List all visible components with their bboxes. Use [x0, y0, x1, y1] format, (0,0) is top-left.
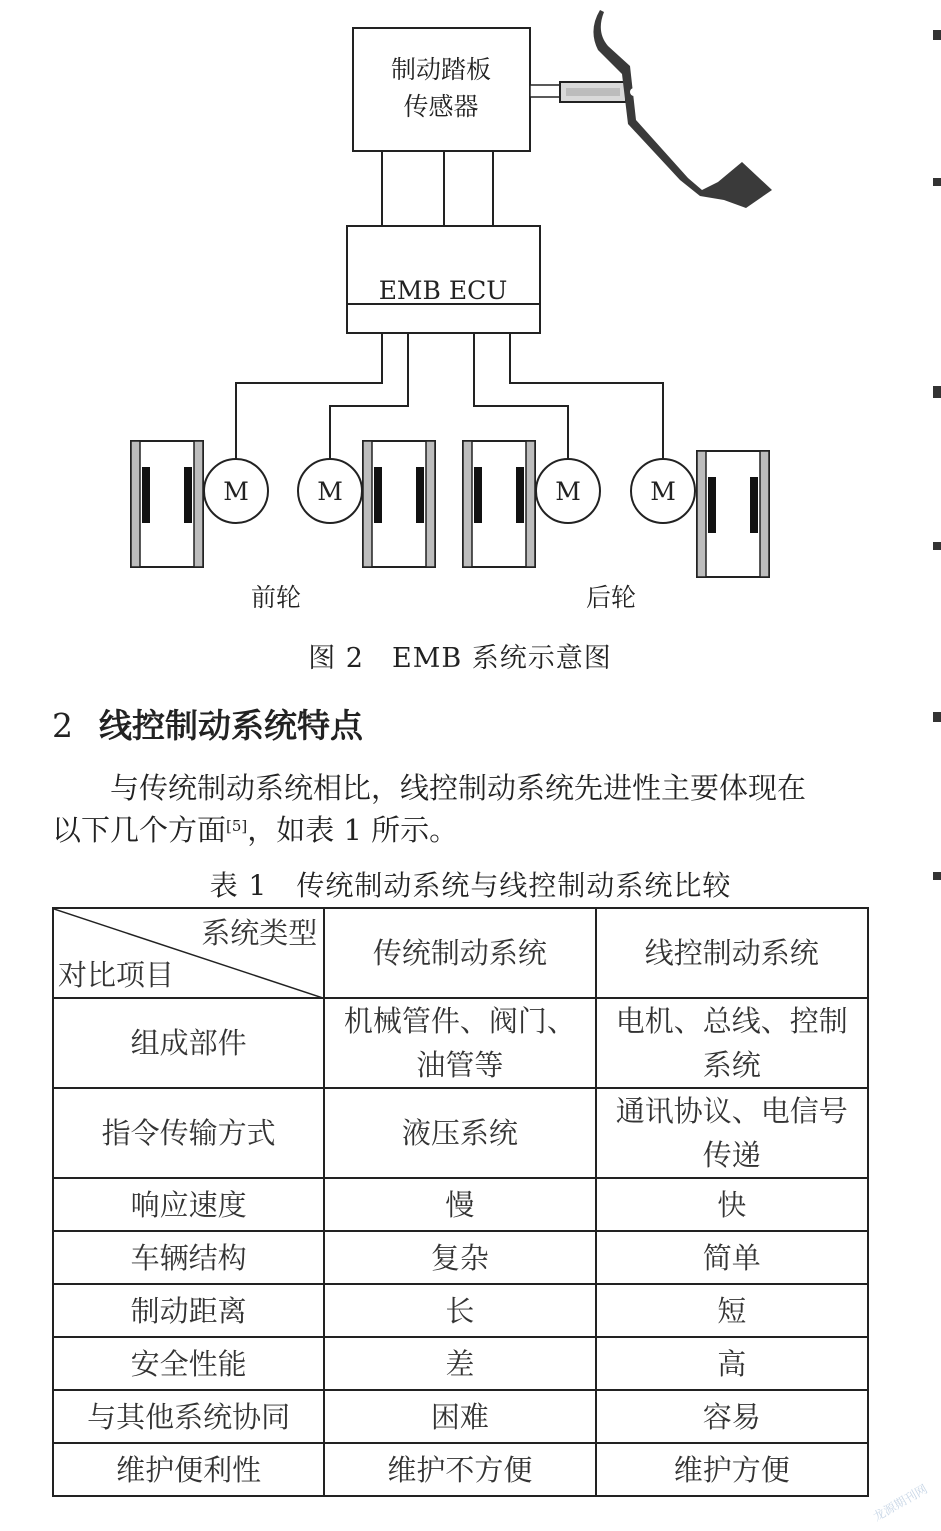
row-traditional: 差 [324, 1337, 595, 1390]
clipped-text-fragment [933, 386, 941, 398]
row-item: 组成部件 [53, 998, 324, 1088]
motor-label: M [223, 477, 249, 506]
table-row [53, 1088, 868, 1178]
table-row [53, 998, 868, 1088]
motor-label: M [555, 477, 581, 506]
comparison-table [52, 907, 869, 1497]
table-caption: 表 1 传统制动系统与线控制动系统比较 [209, 869, 732, 902]
table-row [53, 1337, 868, 1390]
section-title: 线控制动系统特点 [99, 706, 363, 745]
row-traditional: 困难 [324, 1390, 595, 1443]
header-diagonal-cell [53, 908, 324, 998]
clipped-text-fragment [933, 712, 941, 722]
row-item: 与其他系统协同 [53, 1390, 324, 1443]
table-row [53, 1178, 868, 1231]
row-by-wire: 简单 [596, 1231, 868, 1284]
figure-caption: 图 2 EMB 系统示意图 [308, 643, 612, 674]
table-row [53, 1443, 868, 1496]
paragraph-line [52, 809, 872, 851]
table-header-row [53, 908, 868, 998]
citation-ref[interactable]: [5] [226, 817, 248, 835]
section-heading [52, 700, 363, 747]
emb-system-diagram [0, 0, 941, 690]
brake-caliper-rear-right [697, 451, 769, 577]
brake-caliper-rear-left [463, 441, 535, 567]
row-item: 指令传输方式 [53, 1088, 324, 1178]
header-system-type: 系统类型 [201, 916, 318, 950]
row-item: 安全性能 [53, 1337, 324, 1390]
pedal-sensor-label: 制动踏板 [390, 55, 492, 84]
watermark: 龙源期刊网 [870, 1481, 930, 1524]
clipped-text-fragment [933, 30, 941, 40]
row-traditional: 复杂 [324, 1231, 595, 1284]
row-by-wire: 短 [596, 1284, 868, 1337]
header-traditional: 传统制动系统 [324, 908, 595, 998]
row-by-wire: 高 [596, 1337, 868, 1390]
clipped-text-fragment [933, 872, 941, 880]
clipped-text-fragment [933, 178, 941, 186]
brake-pedal-graphic [530, 10, 772, 208]
row-by-wire: 电机、总线、控制系统 [596, 998, 868, 1088]
clipped-text-fragment [933, 542, 941, 550]
header-compare-item: 对比项目 [58, 958, 175, 992]
row-traditional: 机械管件、阀门、油管等 [324, 998, 595, 1088]
paragraph-text: 以下几个方面 [52, 813, 227, 847]
table-row [53, 1390, 868, 1443]
row-item: 响应速度 [53, 1178, 324, 1231]
emb-ecu-label: EMB ECU [378, 276, 508, 305]
row-traditional: 液压系统 [324, 1088, 595, 1178]
row-by-wire: 容易 [596, 1390, 868, 1443]
row-item: 制动距离 [53, 1284, 324, 1337]
row-traditional: 慢 [324, 1178, 595, 1231]
table-row [53, 1231, 868, 1284]
pedal-sensor-label: 传感器 [403, 92, 479, 121]
row-by-wire: 快 [596, 1178, 868, 1231]
pedal-sensor-box [353, 28, 530, 151]
row-item: 车辆结构 [53, 1231, 324, 1284]
front-wheel-label: 前轮 [250, 583, 302, 612]
rear-wheel-label: 后轮 [585, 583, 637, 612]
row-item: 维护便利性 [53, 1443, 324, 1496]
brake-caliper-front-left [131, 441, 203, 567]
motor-label: M [317, 477, 343, 506]
row-traditional: 长 [324, 1284, 595, 1337]
paragraph-line: 与传统制动系统相比，线控制动系统先进性主要体现在 [110, 771, 807, 805]
paragraph-text: ，如表 1 所示。 [247, 813, 459, 847]
header-by-wire: 线控制动系统 [596, 908, 868, 998]
table-row [53, 1284, 868, 1337]
body-paragraph [52, 767, 872, 851]
motor-label: M [650, 477, 676, 506]
row-by-wire: 通讯协议、电信号传递 [596, 1088, 868, 1178]
brake-caliper-front-right [363, 441, 435, 567]
row-by-wire: 维护方便 [596, 1443, 868, 1496]
section-number: 2 [52, 706, 73, 745]
row-traditional: 维护不方便 [324, 1443, 595, 1496]
